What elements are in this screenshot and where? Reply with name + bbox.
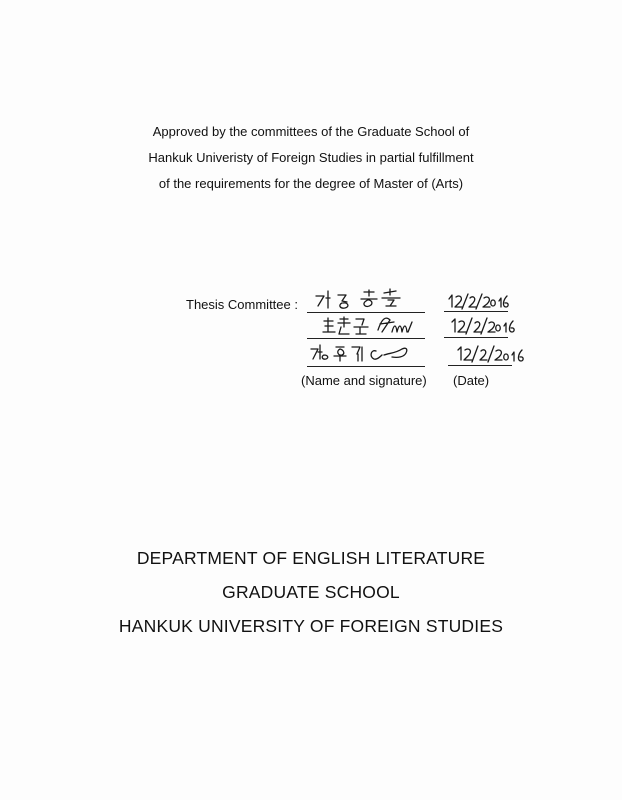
approval-line-1: Approved by the committees of the Graduate School of bbox=[152, 124, 470, 139]
date-handwritten-3 bbox=[454, 344, 526, 364]
date-caption: (Date) bbox=[453, 373, 490, 388]
committee-signature-2 bbox=[320, 314, 425, 338]
department-name: DEPARTMENT OF ENGLISH LITERATURE bbox=[136, 548, 486, 568]
name-signature-caption: (Name and signature) bbox=[301, 373, 427, 388]
thesis-committee-label: Thesis Committee : bbox=[186, 297, 298, 312]
approval-line-3: of the requirements for the degree of Master of (Arts) bbox=[158, 176, 464, 191]
date-line-3 bbox=[448, 365, 512, 366]
date-line-2 bbox=[444, 337, 508, 338]
approval-statement bbox=[0, 119, 622, 197]
signature-line-1 bbox=[307, 312, 425, 313]
signature-line-2 bbox=[307, 338, 425, 339]
date-line-1 bbox=[444, 311, 508, 312]
approval-line-2: Hankuk Univeristy of Foreign Studies in partial fulfillment bbox=[148, 150, 474, 165]
date-handwritten-2 bbox=[448, 316, 518, 336]
committee-signature-1 bbox=[312, 286, 417, 312]
committee-signature-3 bbox=[306, 341, 418, 365]
university-name: HANKUK UNIVERSITY OF FOREIGN STUDIES bbox=[118, 616, 504, 636]
date-handwritten-1 bbox=[446, 291, 512, 311]
graduate-school-name: GRADUATE SCHOOL bbox=[222, 582, 400, 602]
signature-line-3 bbox=[307, 366, 425, 367]
